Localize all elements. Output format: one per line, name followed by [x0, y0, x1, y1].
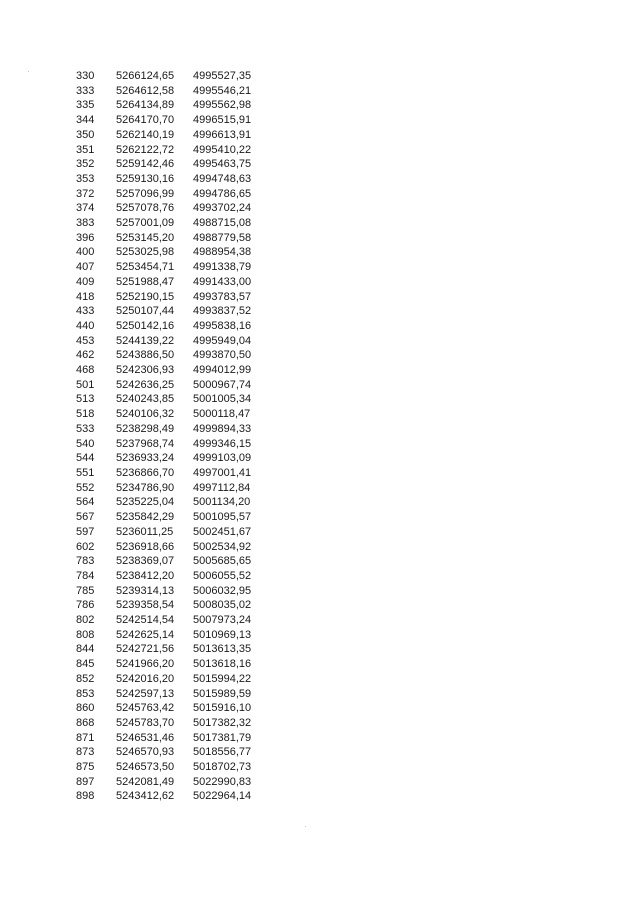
- y-coordinate-cell: 5017381,79: [193, 731, 252, 744]
- table-row: [76, 290, 273, 305]
- table-row: [76, 525, 273, 540]
- x-coordinate-cell: 5266124,65: [116, 70, 175, 82]
- point-id-cell: 875: [76, 761, 95, 774]
- point-id-cell: 602: [76, 540, 95, 553]
- point-id-cell: 418: [76, 290, 95, 303]
- x-coordinate-cell: 5238369,07: [116, 555, 175, 568]
- point-id-cell: 853: [76, 687, 95, 700]
- x-coordinate-cell: 5237968,74: [116, 437, 175, 450]
- y-coordinate-cell: 4997001,41: [193, 466, 252, 479]
- y-coordinate-cell: 5015989,59: [193, 687, 252, 700]
- y-coordinate-cell: 4995949,04: [193, 334, 252, 347]
- point-id-cell: 433: [76, 305, 95, 318]
- table-row: [76, 628, 273, 643]
- x-coordinate-cell: 5240243,85: [116, 393, 175, 406]
- x-coordinate-cell: 5251988,47: [116, 275, 175, 288]
- point-id-cell: 335: [76, 99, 95, 112]
- x-coordinate-cell: 5244139,22: [116, 334, 175, 347]
- point-id-cell: 871: [76, 731, 95, 744]
- table-row: [76, 348, 273, 363]
- coordinate-table: [76, 69, 273, 804]
- y-coordinate-cell: 4991433,00: [193, 275, 252, 288]
- x-coordinate-cell: 5236011,25: [116, 525, 174, 538]
- y-coordinate-cell: 4999103,09: [193, 452, 252, 465]
- table-row: [76, 378, 273, 393]
- table-row: [76, 745, 273, 760]
- y-coordinate-cell: 4995527,35: [193, 70, 252, 82]
- x-coordinate-cell: 5242016,20: [116, 672, 175, 685]
- x-coordinate-cell: 5246531,46: [116, 731, 175, 744]
- point-id-cell: 551: [76, 466, 95, 479]
- table-row: [76, 613, 273, 628]
- table-row: [76, 172, 273, 187]
- coordinate-table-body: [76, 69, 273, 804]
- y-coordinate-cell: 5013618,16: [193, 658, 252, 671]
- x-coordinate-cell: 5242721,56: [116, 643, 175, 656]
- y-coordinate-cell: 4995463,75: [193, 158, 252, 171]
- table-row: [76, 642, 273, 657]
- x-coordinate-cell: 5250107,44: [116, 305, 175, 318]
- point-id-cell: 351: [76, 143, 95, 156]
- y-coordinate-cell: 5000118,47: [193, 408, 251, 421]
- table-row: [76, 407, 273, 422]
- table-row: [76, 187, 273, 202]
- table-row: [76, 245, 273, 260]
- y-coordinate-cell: 5002451,67: [193, 525, 252, 538]
- y-coordinate-cell: 4995546,21: [193, 84, 252, 97]
- y-coordinate-cell: 4996613,91: [193, 128, 252, 141]
- table-row: [76, 304, 273, 319]
- y-coordinate-cell: 4995562,98: [193, 99, 252, 112]
- x-coordinate-cell: 5243886,50: [116, 349, 175, 362]
- y-coordinate-cell: 4994012,99: [193, 364, 252, 377]
- point-id-cell: 513: [76, 393, 95, 406]
- y-coordinate-cell: 4993783,57: [193, 290, 252, 303]
- point-id-cell: 540: [76, 437, 95, 450]
- y-coordinate-cell: 4995838,16: [193, 319, 252, 332]
- table-row: [76, 157, 273, 172]
- x-coordinate-cell: 5246570,93: [116, 746, 175, 759]
- x-coordinate-cell: 5242081,49: [116, 775, 175, 788]
- point-id-cell: 868: [76, 716, 95, 729]
- y-coordinate-cell: 5001134,20: [193, 496, 251, 509]
- y-coordinate-cell: 5015916,10: [193, 702, 252, 715]
- table-row: [76, 584, 273, 599]
- point-id-cell: 786: [76, 599, 95, 612]
- y-coordinate-cell: 5002534,92: [193, 540, 252, 553]
- table-row: [76, 760, 273, 775]
- y-coordinate-cell: 5001095,57: [193, 511, 252, 524]
- x-coordinate-cell: 5242597,13: [116, 687, 175, 700]
- table-row: [76, 510, 273, 525]
- y-coordinate-cell: 5018556,77: [193, 746, 252, 759]
- point-id-cell: 468: [76, 364, 95, 377]
- x-coordinate-cell: 5235842,29: [116, 511, 175, 524]
- x-coordinate-cell: 5264170,70: [116, 114, 175, 127]
- point-id-cell: 396: [76, 231, 95, 244]
- y-coordinate-cell: 4995410,22: [193, 143, 252, 156]
- table-row: [76, 540, 273, 555]
- y-coordinate-cell: 5000967,74: [193, 378, 252, 391]
- x-coordinate-cell: 5236933,24: [116, 452, 175, 465]
- point-id-cell: 518: [76, 408, 95, 421]
- point-id-cell: 330: [76, 70, 95, 82]
- point-id-cell: 860: [76, 702, 95, 715]
- point-id-cell: 783: [76, 555, 95, 568]
- x-coordinate-cell: 5235225,04: [116, 496, 175, 509]
- scan-speck: [305, 826, 306, 827]
- table-row: [76, 657, 273, 672]
- x-coordinate-cell: 5238298,49: [116, 422, 175, 435]
- point-id-cell: 440: [76, 319, 95, 332]
- table-row: [76, 466, 273, 481]
- point-id-cell: 353: [76, 172, 95, 185]
- y-coordinate-cell: 5006032,95: [193, 584, 252, 597]
- table-row: [76, 672, 273, 687]
- x-coordinate-cell: 5246573,50: [116, 761, 175, 774]
- x-coordinate-cell: 5253025,98: [116, 246, 175, 259]
- point-id-cell: 873: [76, 746, 95, 759]
- table-row: [76, 495, 273, 510]
- y-coordinate-cell: 4988779,58: [193, 231, 252, 244]
- x-coordinate-cell: 5264612,58: [116, 84, 175, 97]
- x-coordinate-cell: 5242636,25: [116, 378, 175, 391]
- table-row: [76, 128, 273, 143]
- point-id-cell: 785: [76, 584, 95, 597]
- table-row: [76, 569, 273, 584]
- point-id-cell: 372: [76, 187, 95, 200]
- table-row: [76, 69, 273, 84]
- x-coordinate-cell: 5234786,90: [116, 481, 175, 494]
- y-coordinate-cell: 5017382,32: [193, 716, 252, 729]
- y-coordinate-cell: 4988954,38: [193, 246, 252, 259]
- y-coordinate-cell: 5007973,24: [193, 614, 252, 627]
- point-id-cell: 784: [76, 569, 95, 582]
- table-row: [76, 84, 273, 99]
- point-id-cell: 333: [76, 84, 95, 97]
- x-coordinate-cell: 5239358,54: [116, 599, 175, 612]
- y-coordinate-cell: 4988715,08: [193, 217, 252, 230]
- y-coordinate-cell: 4991338,79: [193, 261, 252, 274]
- x-coordinate-cell: 5236866,70: [116, 466, 175, 479]
- x-coordinate-cell: 5241966,20: [116, 658, 175, 671]
- y-coordinate-cell: 5010969,13: [193, 628, 252, 641]
- x-coordinate-cell: 5257001,09: [116, 217, 175, 230]
- point-id-cell: 802: [76, 614, 95, 627]
- x-coordinate-cell: 5257096,99: [116, 187, 175, 200]
- point-id-cell: 350: [76, 128, 95, 141]
- y-coordinate-cell: 4993870,50: [193, 349, 252, 362]
- x-coordinate-cell: 5253145,20: [116, 231, 175, 244]
- x-coordinate-cell: 5252190,15: [116, 290, 175, 303]
- y-coordinate-cell: 5013613,35: [193, 643, 252, 656]
- point-id-cell: 383: [76, 217, 95, 230]
- x-coordinate-cell: 5264134,89: [116, 99, 175, 112]
- y-coordinate-cell: 4993837,52: [193, 305, 252, 318]
- table-row: [76, 731, 273, 746]
- point-id-cell: 898: [76, 790, 95, 803]
- y-coordinate-cell: 5008035,02: [193, 599, 252, 612]
- point-id-cell: 844: [76, 643, 95, 656]
- point-id-cell: 409: [76, 275, 95, 288]
- y-coordinate-cell: 5005685,65: [193, 555, 252, 568]
- y-coordinate-cell: 5022964,14: [193, 790, 252, 803]
- table-row: [76, 422, 273, 437]
- point-id-cell: 407: [76, 261, 95, 274]
- point-id-cell: 501: [76, 378, 95, 391]
- x-coordinate-cell: 5250142,16: [116, 319, 175, 332]
- x-coordinate-cell: 5253454,71: [116, 261, 175, 274]
- y-coordinate-cell: 4994786,65: [193, 187, 252, 200]
- y-coordinate-cell: 4999894,33: [193, 422, 252, 435]
- point-id-cell: 567: [76, 511, 95, 524]
- x-coordinate-cell: 5242625,14: [116, 628, 175, 641]
- point-id-cell: 352: [76, 158, 95, 171]
- table-row: [76, 334, 273, 349]
- point-id-cell: 552: [76, 481, 95, 494]
- table-row: [76, 363, 273, 378]
- y-coordinate-cell: 5022990,83: [193, 775, 252, 788]
- table-row: [76, 113, 273, 128]
- point-id-cell: 374: [76, 202, 95, 215]
- point-id-cell: 453: [76, 334, 95, 347]
- table-row: [76, 201, 273, 216]
- table-row: [76, 687, 273, 702]
- x-coordinate-cell: 5245783,70: [116, 716, 175, 729]
- table-row: [76, 716, 273, 731]
- x-coordinate-cell: 5243412,62: [116, 790, 175, 803]
- scan-speck: [28, 71, 29, 72]
- point-id-cell: 533: [76, 422, 95, 435]
- x-coordinate-cell: 5236918,66: [116, 540, 175, 553]
- x-coordinate-cell: 5240106,32: [116, 408, 175, 421]
- x-coordinate-cell: 5242306,93: [116, 364, 175, 377]
- table-row: [76, 275, 273, 290]
- y-coordinate-cell: 4994748,63: [193, 172, 252, 185]
- point-id-cell: 564: [76, 496, 95, 509]
- table-row: [76, 260, 273, 275]
- point-id-cell: 808: [76, 628, 95, 641]
- point-id-cell: 462: [76, 349, 95, 362]
- x-coordinate-cell: 5259130,16: [116, 172, 175, 185]
- y-coordinate-cell: 4997112,84: [193, 481, 251, 494]
- table-row: [76, 789, 273, 804]
- table-row: [76, 598, 273, 613]
- table-row: [76, 216, 273, 231]
- point-id-cell: 845: [76, 658, 95, 671]
- y-coordinate-cell: 5015994,22: [193, 672, 252, 685]
- table-row: [76, 231, 273, 246]
- table-row: [76, 319, 273, 334]
- y-coordinate-cell: 5018702,73: [193, 761, 252, 774]
- x-coordinate-cell: 5238412,20: [116, 569, 175, 582]
- point-id-cell: 544: [76, 452, 95, 465]
- point-id-cell: 400: [76, 246, 95, 259]
- y-coordinate-cell: 4996515,91: [193, 114, 252, 127]
- table-row: [76, 701, 273, 716]
- table-row: [76, 481, 273, 496]
- table-row: [76, 451, 273, 466]
- point-id-cell: 597: [76, 525, 95, 538]
- table-row: [76, 392, 273, 407]
- point-id-cell: 344: [76, 114, 95, 127]
- y-coordinate-cell: 5001005,34: [193, 393, 252, 406]
- x-coordinate-cell: 5262140,19: [116, 128, 175, 141]
- table-row: [76, 143, 273, 158]
- x-coordinate-cell: 5239314,13: [116, 584, 175, 597]
- x-coordinate-cell: 5257078,76: [116, 202, 175, 215]
- y-coordinate-cell: 5006055,52: [193, 569, 252, 582]
- table-row: [76, 98, 273, 113]
- table-row: [76, 554, 273, 569]
- table-row: [76, 437, 273, 452]
- point-id-cell: 897: [76, 775, 95, 788]
- x-coordinate-cell: 5262122,72: [116, 143, 175, 156]
- x-coordinate-cell: 5245763,42: [116, 702, 175, 715]
- y-coordinate-cell: 4993702,24: [193, 202, 252, 215]
- x-coordinate-cell: 5242514,54: [116, 614, 175, 627]
- y-coordinate-cell: 4999346,15: [193, 437, 252, 450]
- x-coordinate-cell: 5259142,46: [116, 158, 175, 171]
- table-row: [76, 775, 273, 790]
- point-id-cell: 852: [76, 672, 95, 685]
